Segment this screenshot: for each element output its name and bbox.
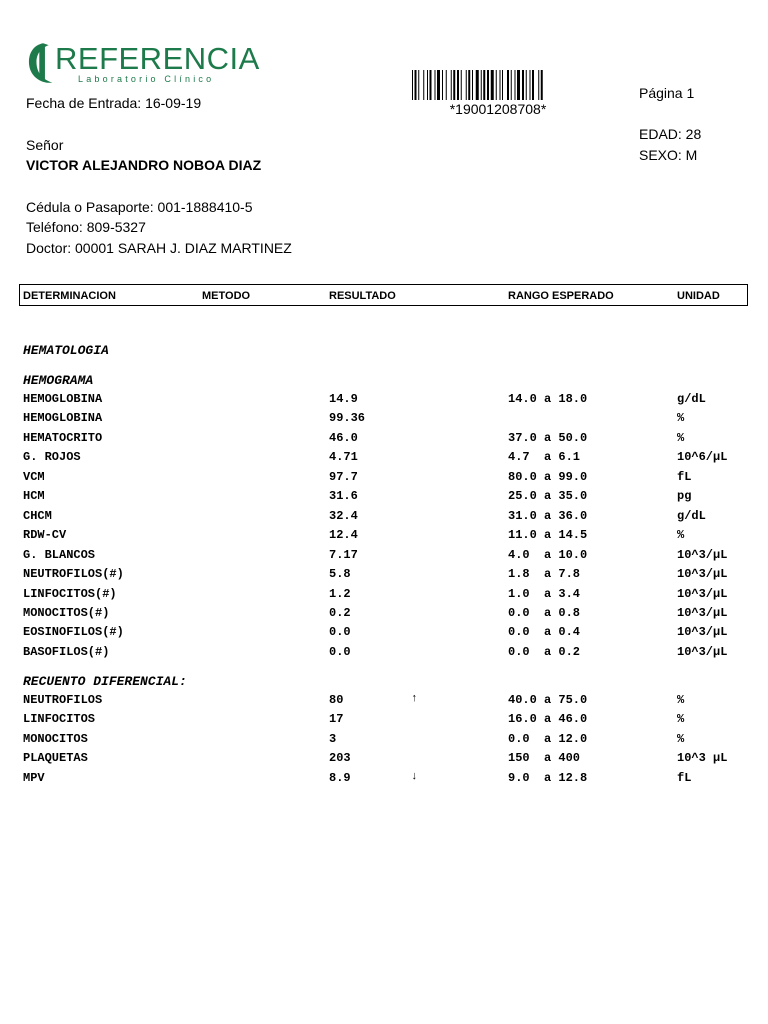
result-flag: ↑ <box>411 693 418 705</box>
barcode-bar <box>476 70 479 100</box>
test-result: 80 <box>329 693 344 707</box>
test-unit: g/dL <box>677 508 706 523</box>
barcode-bar <box>522 70 524 100</box>
reference-range: 9.0 a 12.8 <box>508 770 588 785</box>
table-row <box>0 548 768 566</box>
table-row <box>0 567 768 585</box>
section-hematologia: HEMATOLOGIA <box>23 343 109 358</box>
test-unit: % <box>677 411 685 426</box>
sexo: SEXO: M <box>639 147 698 163</box>
test-result: 0.0 <box>329 625 351 640</box>
test-unit: % <box>677 693 685 707</box>
reference-range: 1.0 a 3.4 <box>508 586 581 601</box>
doctor: Doctor: 00001 SARAH J. DIAZ MARTINEZ <box>26 240 292 256</box>
reference-range: 37.0 a 50.0 <box>508 430 588 445</box>
reference-range: 4.0 a 10.0 <box>508 547 588 562</box>
test-result: 17 <box>329 712 344 727</box>
col-rango: RANGO ESPERADO <box>508 290 614 302</box>
col-unidad: UNIDAD <box>677 290 720 302</box>
col-determinacion: DETERMINACION <box>23 290 116 302</box>
test-result: 7.17 <box>329 547 358 562</box>
barcode-bar <box>423 70 424 100</box>
reference-range: 16.0 a 46.0 <box>508 712 588 727</box>
reference-range: 11.0 a 14.5 <box>508 528 588 543</box>
table-row <box>0 528 768 546</box>
table-row <box>0 645 768 663</box>
table-row <box>0 392 768 410</box>
test-name: VCM <box>23 469 45 484</box>
test-result: 0.0 <box>329 644 351 659</box>
table-row <box>0 625 768 643</box>
reference-range: 4.7 a 6.1 <box>508 450 581 465</box>
barcode-bar <box>415 70 417 100</box>
table-row <box>0 509 768 527</box>
reference-range: 0.0 a 0.8 <box>508 605 581 620</box>
table-row <box>0 606 768 624</box>
barcode-bar <box>526 70 527 100</box>
test-unit: % <box>677 731 685 746</box>
reference-range: 0.0 a 12.0 <box>508 731 588 746</box>
barcode-bar <box>507 70 509 100</box>
barcode-bar <box>446 70 447 100</box>
barcode-bar <box>530 70 531 100</box>
reference-range: 0.0 a 0.4 <box>508 625 581 640</box>
section-hemograma: HEMOGRAMA <box>23 373 94 388</box>
barcode-bar <box>437 70 440 100</box>
reference-range: 150 a 400 <box>508 751 581 766</box>
barcode-bar <box>451 70 452 100</box>
logo-wordmark: REFERENCIA <box>55 41 260 76</box>
test-name: CHCM <box>23 508 52 523</box>
barcode-bar <box>468 70 470 100</box>
reference-range: 80.0 a 99.0 <box>508 469 588 484</box>
barcode-bar <box>453 70 455 100</box>
test-name: G. ROJOS <box>23 450 81 465</box>
test-unit: 10^3 µL <box>677 751 728 766</box>
test-name: EOSINOFILOS(#) <box>23 625 124 640</box>
logo-subtitle: Laboratorio Clínico <box>78 74 215 84</box>
barcode-bar <box>517 70 520 100</box>
test-name: G. BLANCOS <box>23 547 96 562</box>
test-unit: fL <box>677 469 692 484</box>
telefono: Teléfono: 809-5327 <box>26 219 146 235</box>
test-name: HEMOGLOBINA <box>23 392 103 406</box>
barcode-bar <box>418 70 419 100</box>
table-row <box>0 450 768 468</box>
results-table-header <box>19 284 748 306</box>
table-row <box>0 411 768 429</box>
table-row <box>0 771 768 789</box>
patient-name: VICTOR ALEJANDRO NOBOA DIAZ <box>26 157 262 173</box>
test-name: HCM <box>23 489 45 504</box>
test-result: 31.6 <box>329 489 358 504</box>
test-result: 99.36 <box>329 411 366 426</box>
test-name: HEMOGLOBINA <box>23 411 103 426</box>
test-unit: % <box>677 430 685 445</box>
barcode-bar <box>472 70 473 100</box>
test-result: 14.9 <box>329 392 358 406</box>
table-row <box>0 489 768 507</box>
test-unit: 10^3/µL <box>677 605 728 620</box>
test-name: NEUTROFILOS <box>23 693 103 707</box>
test-name: LINFOCITOS(#) <box>23 586 117 601</box>
test-result: 46.0 <box>329 430 358 445</box>
result-flag: ↓ <box>411 770 418 783</box>
table-row <box>0 732 768 750</box>
reference-range: 14.0 a 18.0 <box>508 392 588 406</box>
barcode-bar <box>430 70 432 100</box>
salutation: Señor <box>26 137 64 153</box>
test-result: 5.8 <box>329 567 351 582</box>
test-unit: 10^3/µL <box>677 547 728 562</box>
barcode-bar <box>427 70 428 100</box>
page-number: Página 1 <box>639 85 695 101</box>
test-result: 32.4 <box>329 508 358 523</box>
fecha-entrada: Fecha de Entrada: 16-09-19 <box>26 95 202 111</box>
test-unit: 10^3/µL <box>677 644 728 659</box>
test-name: NEUTROFILOS(#) <box>23 567 124 582</box>
test-name: MPV <box>23 770 45 785</box>
barcode-bar <box>491 70 494 100</box>
barcode-bar <box>532 70 534 100</box>
test-name: PLAQUETAS <box>23 751 88 766</box>
barcode-bar <box>487 70 489 100</box>
edad: EDAD: 28 <box>639 126 702 142</box>
test-unit: pg <box>677 489 692 504</box>
col-resultado: RESULTADO <box>329 290 396 302</box>
table-row <box>0 470 768 488</box>
reference-range: 25.0 a 35.0 <box>508 489 588 504</box>
barcode-number: *19001208708* <box>449 101 547 117</box>
table-row <box>0 693 768 711</box>
barcode-bar <box>457 70 459 100</box>
test-name: BASOFILOS(#) <box>23 644 110 659</box>
barcode-bar <box>538 70 539 100</box>
test-unit: 10^6/µL <box>677 450 728 465</box>
test-name: MONOCITOS <box>23 731 88 746</box>
test-unit: fL <box>677 770 692 785</box>
table-row <box>0 712 768 730</box>
test-result: 12.4 <box>329 528 358 543</box>
barcode-bar <box>466 70 467 100</box>
table-row <box>0 587 768 605</box>
barcode <box>412 70 584 100</box>
barcode-bar <box>511 70 512 100</box>
cedula: Cédula o Pasaporte: 001-1888410-5 <box>26 199 253 215</box>
section-recuento: RECUENTO DIFERENCIAL: <box>23 674 187 689</box>
barcode-bar <box>496 70 497 100</box>
test-unit: 10^3/µL <box>677 567 728 582</box>
test-result: 4.71 <box>329 450 358 465</box>
barcode-bar <box>442 70 443 100</box>
reference-range: 40.0 a 75.0 <box>508 693 588 707</box>
barcode-bar <box>515 70 516 100</box>
test-name: HEMATOCRITO <box>23 430 103 445</box>
barcode-bar <box>483 70 485 100</box>
reference-range: 1.8 a 7.8 <box>508 567 581 582</box>
table-row <box>0 751 768 769</box>
test-result: 0.2 <box>329 605 351 620</box>
barcode-bar <box>541 70 543 100</box>
barcode-bar <box>502 70 503 100</box>
table-row <box>0 431 768 449</box>
test-unit: % <box>677 528 685 543</box>
test-unit: 10^3/µL <box>677 586 728 601</box>
test-name: MONOCITOS(#) <box>23 605 110 620</box>
test-result: 203 <box>329 751 351 766</box>
reference-range: 31.0 a 36.0 <box>508 508 588 523</box>
test-result: 1.2 <box>329 586 351 601</box>
barcode-bar <box>412 70 413 100</box>
test-result: 8.9 <box>329 770 351 785</box>
test-unit: g/dL <box>677 392 706 406</box>
test-result: 97.7 <box>329 469 358 484</box>
reference-range: 0.0 a 0.2 <box>508 644 581 659</box>
lab-logo <box>28 40 260 90</box>
col-metodo: METODO <box>202 290 251 302</box>
test-unit: % <box>677 712 685 727</box>
test-name: LINFOCITOS <box>23 712 96 727</box>
barcode-bar <box>461 70 462 100</box>
test-unit: 10^3/µL <box>677 625 728 640</box>
test-name: RDW-CV <box>23 528 67 543</box>
test-result: 3 <box>329 731 337 746</box>
barcode-bar <box>435 70 436 100</box>
barcode-bar <box>481 70 482 100</box>
barcode-bar <box>500 70 501 100</box>
